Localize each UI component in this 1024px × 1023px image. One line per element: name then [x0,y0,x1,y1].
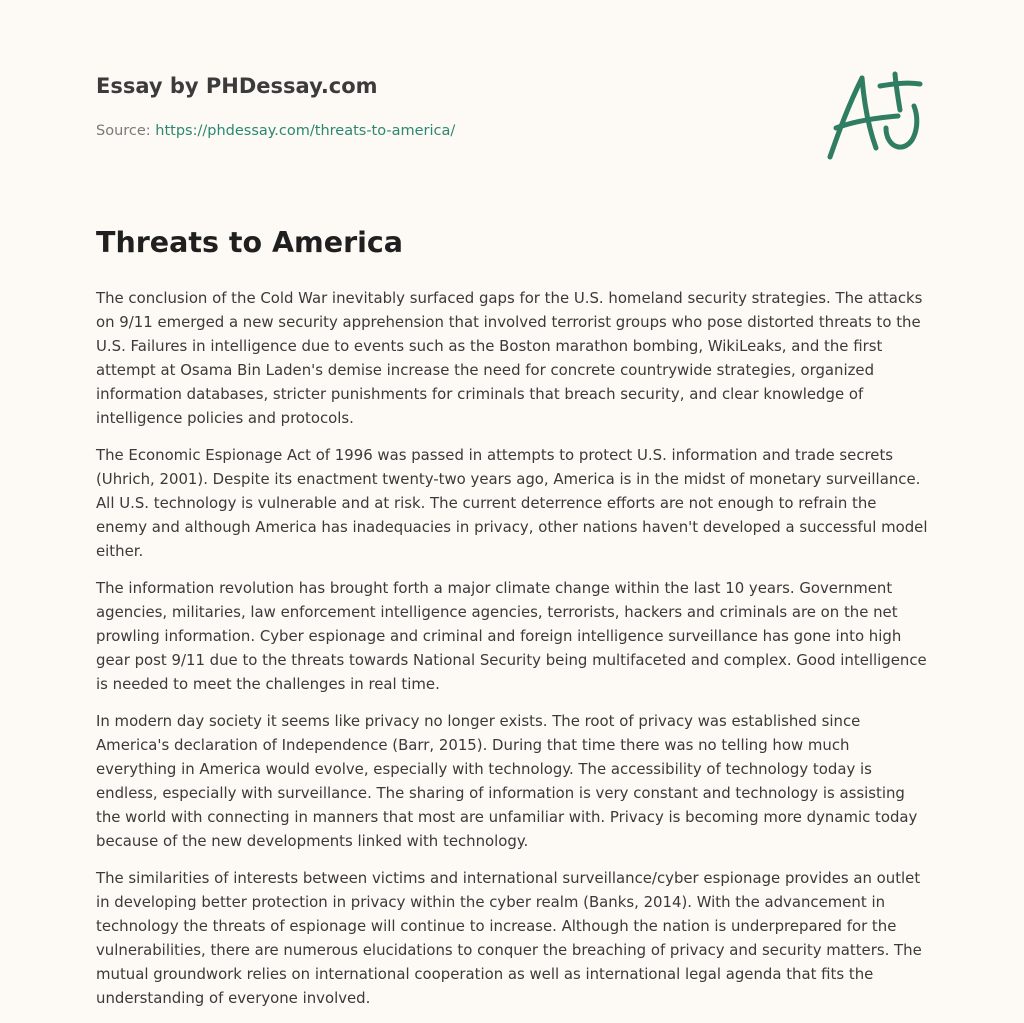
essay-paragraph: The similarities of interests between victims and international surveillance/cyber espionage provides an outlet in developing better protection in privacy within the cyber realm (Banks, 2014). With the advancement in technology the threats of espionage will continue to increase. Although the nation is underprepared for the vulnerabilities, there are numerous elucidations to conquer the breaching of privacy and security matters. The mutual groundwork relies on international cooperation as well as international legal agenda that fits the understanding of everyone involved. [96,869,922,1008]
essay-article [96,226,932,1023]
essay-paragraph: In modern day society it seems like privacy no longer exists. The root of privacy was established since America's declaration of Independence (Barr, 2015). During that time there was no telling how much everything in America would evolve, especially with technology. The accessibility of technology today is endless, especially with surveillance. The sharing of information is very constant and technology is assisting the world with connecting in manners that most are unfamiliar with. Privacy is becoming more dynamic today because of the new developments linked with technology. [96,712,918,851]
a-plus-grade-icon [818,66,930,166]
source-line [96,123,856,140]
essay-paragraph: The information revolution has brought forth a major climate change within the last 10 years. Government agencies, militaries, law enforcement intelligence agencies, terrorists, hackers and criminals are on the net prowling information. Cyber espionage and criminal and foreign intelligence surveillance has gone into high gear post 9/11 due to the threats towards National Security being multifaceted and complex. Good intelligence is needed to meet the challenges in real time. [96,579,927,694]
page-header [96,74,856,141]
source-link[interactable]: https://phdessay.com/threats-to-america/ [155,123,456,140]
essay-title: Threats to America [96,226,404,259]
source-label: Source: [96,123,156,140]
essay-paragraph: The Economic Espionage Act of 1996 was passed in attempts to protect U.S. information and trade secrets (Uhrich, 2001). Despite its enactment twenty-two years ago, America is in the midst of monetary surveillance. All U.S. technology is vulnerable and at risk. The current deterrence efforts are not enough to refrain the enemy and although America has inadequacies in privacy, other nations haven't developed a successful model either. [96,446,928,561]
site-title: Essay by PHDessay.com [96,74,378,98]
essay-paragraph: The conclusion of the Cold War inevitably surfaced gaps for the U.S. homeland security strategies. The attacks on 9/11 emerged a new security apprehension that involved terrorist groups who pose distorted threats to the U.S. Failures in intelligence due to events such as the Boston marathon bombing, WikiLeaks, and the first attempt at Osama Bin Laden's demise increase the need for concrete countrywide strategies, organized information databases, stricter punishments for criminals that breach security, and clear knowledge of intelligence policies and protocols. [96,289,923,428]
